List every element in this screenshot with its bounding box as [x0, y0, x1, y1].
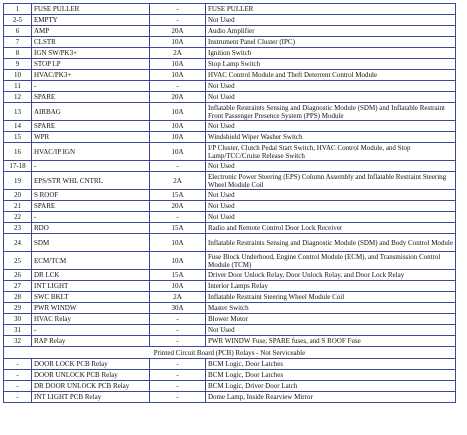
description-cell: Not Used	[206, 190, 456, 201]
fuse-row	[4, 212, 456, 223]
fuse-name-cell: AIRBAG	[32, 103, 150, 121]
fuse-row	[4, 132, 456, 143]
fuse-number-cell: 32	[4, 336, 32, 347]
fuse-row	[4, 252, 456, 270]
description-cell: Not Used	[206, 81, 456, 92]
fuse-row	[4, 81, 456, 92]
fuse-name-cell: PWR WINDW	[32, 303, 150, 314]
amperage-cell: 2A	[150, 292, 206, 303]
fuse-name-cell: ECM/TCM	[32, 252, 150, 270]
description-cell: Inflatable Restraints Sensing and Diagnostic Module (SDM) and Body Control Module	[206, 234, 456, 252]
fuse-row	[4, 15, 456, 26]
fuse-name-cell: HVAC/PK3+	[32, 70, 150, 81]
fuse-name-cell: INT LIGHT	[32, 281, 150, 292]
fuse-name-cell: SWC BKLT	[32, 292, 150, 303]
amperage-cell: 2A	[150, 172, 206, 190]
description-cell: BCM Logic, Door Latches	[206, 359, 456, 370]
fuse-name-cell: SDM	[32, 234, 150, 252]
fuse-table	[3, 3, 456, 403]
fuse-row	[4, 325, 456, 336]
fuse-row	[4, 121, 456, 132]
fuse-table-body	[4, 4, 456, 403]
pcb-section-header: Printed Circuit Board (PCB) Relays - Not Serviceable	[4, 347, 456, 359]
fuse-name-cell: -	[32, 81, 150, 92]
fuse-row	[4, 48, 456, 59]
amperage-cell: 30A	[150, 303, 206, 314]
fuse-table-container	[3, 3, 456, 403]
description-cell: Not Used	[206, 121, 456, 132]
fuse-name-cell: -	[32, 161, 150, 172]
description-cell: Master Switch	[206, 303, 456, 314]
fuse-name-cell: DR LCK	[32, 270, 150, 281]
description-cell: BCM Logic, Door Latches	[206, 370, 456, 381]
fuse-number-cell: 14	[4, 121, 32, 132]
description-cell: Not Used	[206, 212, 456, 223]
relay-row	[4, 392, 456, 403]
amperage-cell: 10A	[150, 59, 206, 70]
fuse-number-cell: 24	[4, 234, 32, 252]
fuse-name-cell: -	[32, 325, 150, 336]
description-cell: Not Used	[206, 92, 456, 103]
fuse-number-cell: 23	[4, 223, 32, 234]
fuse-row	[4, 190, 456, 201]
amperage-cell: 20A	[150, 26, 206, 37]
fuse-number-cell: 8	[4, 48, 32, 59]
description-cell: Inflatable Restraint Steering Wheel Module Coil	[206, 292, 456, 303]
amperage-cell: -	[150, 336, 206, 347]
description-cell: Not Used	[206, 201, 456, 212]
fuse-name-cell: DOOR UNLOCK PCB Relay	[32, 370, 150, 381]
description-cell: Driver Door Unlock Relay, Door Unlock Relay, and Door Lock Relay	[206, 270, 456, 281]
description-cell: I/P Cluster, Clutch Pedal Start Switch, HVAC Control Module, and Stop Lamp/TCC/Cruise Release Switch	[206, 143, 456, 161]
description-cell: Dome Lamp, Inside Rearview Mirror	[206, 392, 456, 403]
fuse-name-cell: -	[32, 212, 150, 223]
description-cell: BCM Logic, Driver Door Latch	[206, 381, 456, 392]
amperage-cell: -	[150, 4, 206, 15]
amperage-cell: 10A	[150, 281, 206, 292]
relay-row	[4, 370, 456, 381]
amperage-cell: -	[150, 325, 206, 336]
amperage-cell: -	[150, 381, 206, 392]
amperage-cell: 20A	[150, 201, 206, 212]
relay-row	[4, 381, 456, 392]
fuse-number-cell: 16	[4, 143, 32, 161]
amperage-cell: 10A	[150, 252, 206, 270]
fuse-row	[4, 270, 456, 281]
amperage-cell: -	[150, 15, 206, 26]
description-cell: Not Used	[206, 161, 456, 172]
fuse-number-cell: 19	[4, 172, 32, 190]
fuse-name-cell: SPARE	[32, 121, 150, 132]
amperage-cell: 15A	[150, 223, 206, 234]
amperage-cell: -	[150, 81, 206, 92]
fuse-row	[4, 223, 456, 234]
fuse-number-cell: 15	[4, 132, 32, 143]
relay-row	[4, 359, 456, 370]
amperage-cell: 10A	[150, 121, 206, 132]
fuse-number-cell: 22	[4, 212, 32, 223]
amperage-cell: 15A	[150, 190, 206, 201]
fuse-number-cell: 29	[4, 303, 32, 314]
fuse-number-cell: 21	[4, 201, 32, 212]
fuse-row	[4, 281, 456, 292]
fuse-row	[4, 92, 456, 103]
description-cell: Radio and Remote Control Door Lock Receiver	[206, 223, 456, 234]
fuse-number-cell: 6	[4, 26, 32, 37]
fuse-number-cell: 31	[4, 325, 32, 336]
fuse-row	[4, 172, 456, 190]
fuse-number-cell: -	[4, 370, 32, 381]
fuse-name-cell: SPARE	[32, 201, 150, 212]
fuse-row	[4, 161, 456, 172]
fuse-row	[4, 303, 456, 314]
fuse-name-cell: S ROOF	[32, 190, 150, 201]
fuse-number-cell: 28	[4, 292, 32, 303]
amperage-cell: 10A	[150, 132, 206, 143]
fuse-name-cell: HVAC/IP IGN	[32, 143, 150, 161]
description-cell: Blower Motor	[206, 314, 456, 325]
amperage-cell: -	[150, 370, 206, 381]
description-cell: FUSE PULLER	[206, 4, 456, 15]
fuse-row	[4, 143, 456, 161]
fuse-name-cell: HVAC Relay	[32, 314, 150, 325]
amperage-cell: -	[150, 314, 206, 325]
fuse-row	[4, 59, 456, 70]
fuse-number-cell: 11	[4, 81, 32, 92]
fuse-name-cell: WPR	[32, 132, 150, 143]
fuse-name-cell: FUSE PULLER	[32, 4, 150, 15]
fuse-number-cell: 27	[4, 281, 32, 292]
fuse-row	[4, 201, 456, 212]
description-cell: Not Used	[206, 325, 456, 336]
amperage-cell: 10A	[150, 70, 206, 81]
fuse-row	[4, 26, 456, 37]
fuse-number-cell: 13	[4, 103, 32, 121]
description-cell: Audio Amplifier	[206, 26, 456, 37]
amperage-cell: -	[150, 359, 206, 370]
fuse-name-cell: RAP Relay	[32, 336, 150, 347]
fuse-row	[4, 314, 456, 325]
fuse-number-cell: 30	[4, 314, 32, 325]
description-cell: HVAC Control Module and Theft Deterrent Control Module	[206, 70, 456, 81]
fuse-number-cell: 9	[4, 59, 32, 70]
fuse-number-cell: 2-5	[4, 15, 32, 26]
description-cell: Inflatable Restraints Sensing and Diagnostic Module (SDM) and Inflatable Restraint Front Passenger Presence System (PPS) Module	[206, 103, 456, 121]
description-cell: Ignition Switch	[206, 48, 456, 59]
fuse-name-cell: AMP	[32, 26, 150, 37]
fuse-name-cell: DOOR LOCK PCB Relay	[32, 359, 150, 370]
amperage-cell: 15A	[150, 270, 206, 281]
description-cell: Interior Lamps Relay	[206, 281, 456, 292]
fuse-number-cell: 20	[4, 190, 32, 201]
fuse-row	[4, 70, 456, 81]
fuse-row	[4, 234, 456, 252]
fuse-name-cell: DR DOOR UNLOCK PCB Relay	[32, 381, 150, 392]
description-cell: Instrument Panel Cluster (IPC)	[206, 37, 456, 48]
amperage-cell: 10A	[150, 103, 206, 121]
fuse-number-cell: 1	[4, 4, 32, 15]
fuse-number-cell: -	[4, 359, 32, 370]
fuse-number-cell: 25	[4, 252, 32, 270]
description-cell: Stop Lamp Switch	[206, 59, 456, 70]
fuse-number-cell: 7	[4, 37, 32, 48]
fuse-name-cell: IGN SW/PK3+	[32, 48, 150, 59]
amperage-cell: 10A	[150, 143, 206, 161]
fuse-number-cell: 10	[4, 70, 32, 81]
fuse-number-cell: -	[4, 392, 32, 403]
fuse-name-cell: CLSTR	[32, 37, 150, 48]
amperage-cell: 10A	[150, 234, 206, 252]
fuse-name-cell: EMPTY	[32, 15, 150, 26]
amperage-cell: -	[150, 161, 206, 172]
description-cell: Not Used	[206, 15, 456, 26]
fuse-name-cell: INT LIGHT PCB Relay	[32, 392, 150, 403]
description-cell: Windshield Wiper Washer Switch	[206, 132, 456, 143]
fuse-name-cell: EPS/STR WHL CNTRL	[32, 172, 150, 190]
fuse-number-cell: -	[4, 381, 32, 392]
fuse-row	[4, 37, 456, 48]
description-cell: PWR WINDW Fuse, SPARE fuses, and S ROOF Fuse	[206, 336, 456, 347]
amperage-cell: 20A	[150, 92, 206, 103]
description-cell: Fuse Block Underhood, Engine Control Module (ECM), and Transmission Control Module (TCM)	[206, 252, 456, 270]
fuse-row	[4, 292, 456, 303]
fuse-name-cell: STOP LP	[32, 59, 150, 70]
amperage-cell: 2A	[150, 48, 206, 59]
fuse-name-cell: SPARE	[32, 92, 150, 103]
fuse-row	[4, 4, 456, 15]
fuse-row	[4, 103, 456, 121]
fuse-name-cell: RDO	[32, 223, 150, 234]
amperage-cell: -	[150, 392, 206, 403]
fuse-row	[4, 336, 456, 347]
amperage-cell: -	[150, 212, 206, 223]
fuse-number-cell: 12	[4, 92, 32, 103]
fuse-number-cell: 26	[4, 270, 32, 281]
description-cell: Electronic Power Steering (EPS) Column Assembly and Inflatable Restraint Steering Wheel Module Coil	[206, 172, 456, 190]
pcb-section-header-row	[4, 347, 456, 359]
fuse-number-cell: 17-18	[4, 161, 32, 172]
amperage-cell: 10A	[150, 37, 206, 48]
